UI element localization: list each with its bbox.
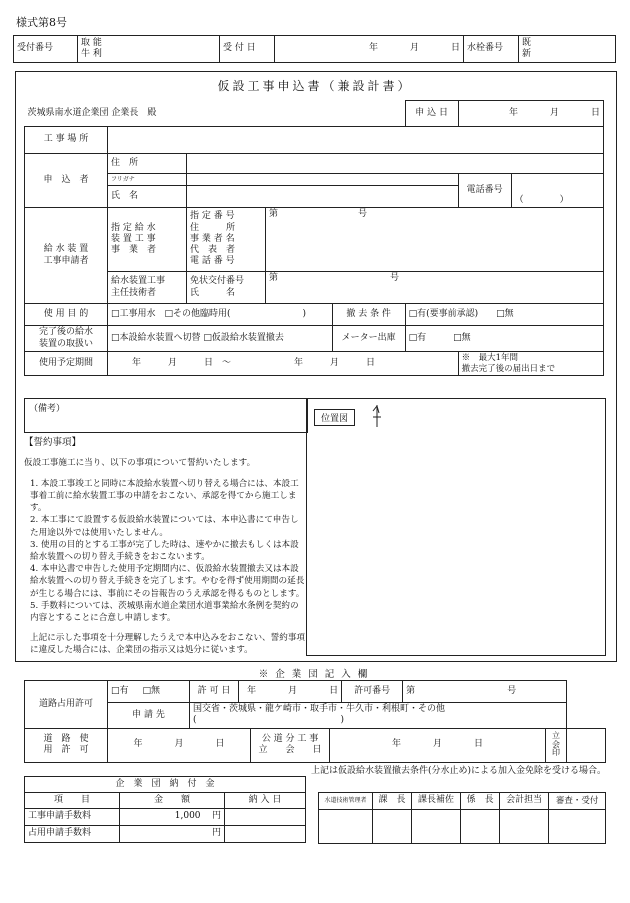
kigyodan-heading: ※ 企 業 団 記 入 欄 <box>258 669 370 680</box>
nashi-checkbox[interactable]: □無 <box>142 685 161 696</box>
go-label: 号 <box>507 685 517 696</box>
payment-amount-cell[interactable] <box>120 826 225 843</box>
approval-stamp[interactable] <box>461 810 500 844</box>
month-label: 月 <box>549 107 559 118</box>
pledge-item: 3. 使用の目的とする工事が完了した時は、速やかに撤去もしくは本設給水装置への切り替え手続きをおこないます。 <box>30 539 299 562</box>
toriatsukai-cell <box>78 36 220 63</box>
uketsuke-bi-value[interactable] <box>275 36 464 63</box>
kishin-2: 新 <box>522 49 532 59</box>
north-arrow-icon <box>371 405 383 427</box>
shunin-label: 給水装置工事 主任技術者 <box>108 272 187 304</box>
kikan-note: ※ 最大1年間 撤去完了後の届出日まで <box>458 352 603 376</box>
shiyo-options[interactable]: □工事用水 □その他臨時用( ) <box>108 304 333 326</box>
doro-senyo-label: 道路占用許可 <box>25 681 108 729</box>
approval-col: 会計担当 <box>500 793 549 810</box>
pledge-heading: 【誓約事項】 <box>24 437 82 448</box>
toriatsukai-1: 取 能 <box>81 37 102 48</box>
tachiai-in-label: 立 会 印 <box>546 728 567 762</box>
tachiai-in-seal[interactable] <box>567 728 606 762</box>
kodo-bunko-date[interactable] <box>330 728 546 762</box>
ari-checkbox[interactable]: □有 <box>111 685 129 696</box>
month-label: 月 <box>288 685 298 696</box>
month-label: 月 <box>409 43 419 54</box>
pledge-item: 1. 本設工事竣工と同時に本設給水装置へ切り替える場合には、本設工事着工前に給水装置工事の申請をおこない、承認を得てから施工します。 <box>30 478 299 514</box>
shinseisaki-label: 申 請 先 <box>108 703 190 729</box>
payment-unit: 円 <box>211 811 221 822</box>
dai-label: 第 <box>406 685 416 696</box>
payment-item: 工事申請手数料 <box>25 809 120 826</box>
location-map-label: 位置図 <box>314 409 355 426</box>
go-label: 号 <box>358 209 368 219</box>
koji-basho-label: 工 事 場 所 <box>25 127 108 154</box>
payment-date[interactable] <box>225 809 306 826</box>
menkyo-labels: 免状交付番号 氏 名 <box>187 272 266 304</box>
approval-col: 課 長 <box>373 793 412 810</box>
payment-col-item: 項 目 <box>25 793 120 809</box>
senyo-ari-nashi[interactable] <box>108 681 190 703</box>
payment-col-date: 納 入 日 <box>225 793 306 809</box>
furigana-label: フリガナ <box>108 174 187 186</box>
approval-stamp[interactable] <box>500 810 549 844</box>
biko-box[interactable] <box>24 398 308 433</box>
toriatsukai-2: 牛 利 <box>81 49 102 59</box>
day-label: 日 <box>329 685 339 696</box>
approval-col: 審査・受付 <box>549 793 606 810</box>
day-label: 日 <box>590 107 600 118</box>
meter-options[interactable]: □有 □無 <box>405 326 603 352</box>
kyoka-bango-label: 許可番号 <box>342 681 403 703</box>
kikan-value[interactable]: 年 月 日 ～ 年 月 日 <box>108 352 459 376</box>
approval-col: 水道技術管理者 <box>319 793 373 810</box>
moshikomi-bi-label: 申 込 日 <box>405 101 458 127</box>
kanryo-options[interactable]: □本設給水装置へ切替 □仮設給水装置撤去 <box>108 326 333 352</box>
moshikomisha-label: 申 込 者 <box>25 154 108 208</box>
moshikomi-bi-value[interactable] <box>458 101 603 127</box>
kigyodan-table <box>24 680 606 763</box>
year-label: 年 <box>133 739 143 750</box>
doro-shiyo-label: 道 路 使 用 許 可 <box>25 728 108 762</box>
kodo-bunko-label: 公 道 分 工 事 立 会 日 <box>251 728 330 762</box>
kyoka-bi-label: 許 可 日 <box>190 681 239 703</box>
go-label: 号 <box>390 273 400 283</box>
uketsuke-bi-label: 受 付 日 <box>220 36 275 63</box>
shitei-kyusui-label: 指 定 給 水 装 置 工 事 事 業 者 <box>108 208 187 272</box>
payment-unit: 円 <box>211 828 221 839</box>
location-map-box[interactable] <box>306 398 606 656</box>
header-table <box>13 35 616 63</box>
biko-label: （備考） <box>29 404 66 414</box>
payment-amount-cell[interactable] <box>120 809 225 826</box>
tekkyo-options[interactable]: □有(要事前承認) □無 <box>405 304 603 326</box>
pledge-intro: 仮設工事施工に当り、以下の事項について誓約いたします。 <box>24 458 256 469</box>
kishin-1: 既 <box>522 37 532 48</box>
pledge-item: 4. 本申込書で申告した使用予定期間内に、仮設給水装置撤去又は本設給水装置への切り替え手続きを完了します。やむを得ず使用期間の延長が生じる場合には、事前にその旨報告のうえ承認を得るものとします。 <box>30 564 305 599</box>
pledge-closing: 上記に示した事項を十分理解したうえで本申込みをおこない、誓約事項に違反した場合には、企業団の指示又は処分に従います。 <box>30 633 306 656</box>
year-label: 年 <box>508 107 518 118</box>
approval-table <box>318 792 606 844</box>
kigyodan-footnote: 上記は仮設給水装置撤去条件(分水止め)による加入金免除を受ける場合。 <box>310 766 606 776</box>
shiyo-kikan-label: 使用予定期間 <box>25 352 108 376</box>
shimei-input[interactable] <box>187 186 459 208</box>
day-label: 日 <box>474 739 484 750</box>
payment-row <box>25 826 306 843</box>
addressee: 茨城県南水道企業団 企業長 殿 <box>25 101 406 127</box>
tekkyo-joken-label: 撤 去 条 件 <box>332 304 405 326</box>
kyoka-bango-value[interactable] <box>403 681 567 703</box>
approval-col: 係 長 <box>461 793 500 810</box>
approval-stamp[interactable] <box>411 810 460 844</box>
doro-shiyo-date[interactable] <box>108 728 251 762</box>
payment-amount: 1,000 <box>174 811 201 822</box>
approval-stamp[interactable] <box>319 810 373 844</box>
shiyo-mokuteki-label: 使 用 目 的 <box>25 304 108 326</box>
jusho-label: 住 所 <box>108 154 187 174</box>
year-label: 年 <box>368 43 378 54</box>
year-label: 年 <box>392 739 402 750</box>
kanryo-go-label: 完了後の給水 装置の取扱い <box>25 326 108 352</box>
month-label: 月 <box>174 739 184 750</box>
approval-stamp[interactable] <box>549 810 606 844</box>
day-label: 日 <box>215 739 225 750</box>
payment-date[interactable] <box>225 826 306 843</box>
shinseisaki-value[interactable]: 国交省・茨城県・龍ケ崎市・取手市・牛久市・利根町・その他( ) <box>190 703 567 729</box>
month-label: 月 <box>433 739 443 750</box>
approval-stamp[interactable] <box>373 810 412 844</box>
shitei-labels: 指 定 番 号 住 所 事 業 者 名 代 表 者 電 話 番 号 <box>187 208 266 272</box>
pledge-item: 2. 本工事にて設置する仮設給水装置については、本申込書にて申告した用途以外では使用いたしません。 <box>30 515 299 538</box>
payment-col-amount: 金 額 <box>120 793 225 809</box>
jusho-input[interactable] <box>187 154 604 174</box>
kishin-cell[interactable] <box>519 36 616 63</box>
dai-label: 第 <box>269 209 279 219</box>
kyoka-bi-value[interactable] <box>239 681 342 703</box>
meter-label: メーター出庫 <box>332 326 405 352</box>
shitei-input[interactable] <box>266 208 604 272</box>
pledge-item: 5. 手数料については、茨城県南水道企業団水道事業給水条例を契約の内容とすることに合意し申請します。 <box>30 600 299 623</box>
form-title: 仮設工事申込書（兼設計書） <box>217 79 413 93</box>
form-number: 様式第8号 <box>16 16 67 29</box>
kyusui-shinseisha-label: 給 水 装 置 工事申請者 <box>25 208 108 304</box>
dai-label: 第 <box>269 273 279 283</box>
day-label: 日 <box>450 43 460 54</box>
payment-heading: 企 業 団 納 付 金 <box>25 777 306 793</box>
year-label: 年 <box>247 685 257 696</box>
payment-table <box>24 776 306 843</box>
application-table <box>24 100 604 376</box>
payment-row <box>25 809 306 826</box>
denwa-input[interactable]: （ ） <box>511 174 603 208</box>
menkyo-input[interactable] <box>266 272 604 304</box>
furigana-input[interactable] <box>187 174 459 186</box>
koji-basho-input[interactable] <box>108 127 604 154</box>
shimei-label: 氏 名 <box>108 186 187 208</box>
suisen-bango-label: 水栓番号 <box>464 36 519 63</box>
pledge-section <box>24 436 305 657</box>
denwa-label: 電話番号 <box>458 174 511 208</box>
approval-col: 課長補佐 <box>411 793 460 810</box>
payment-item: 占用申請手数料 <box>25 826 120 843</box>
uketsuke-bango-label: 受付番号 <box>14 36 78 63</box>
